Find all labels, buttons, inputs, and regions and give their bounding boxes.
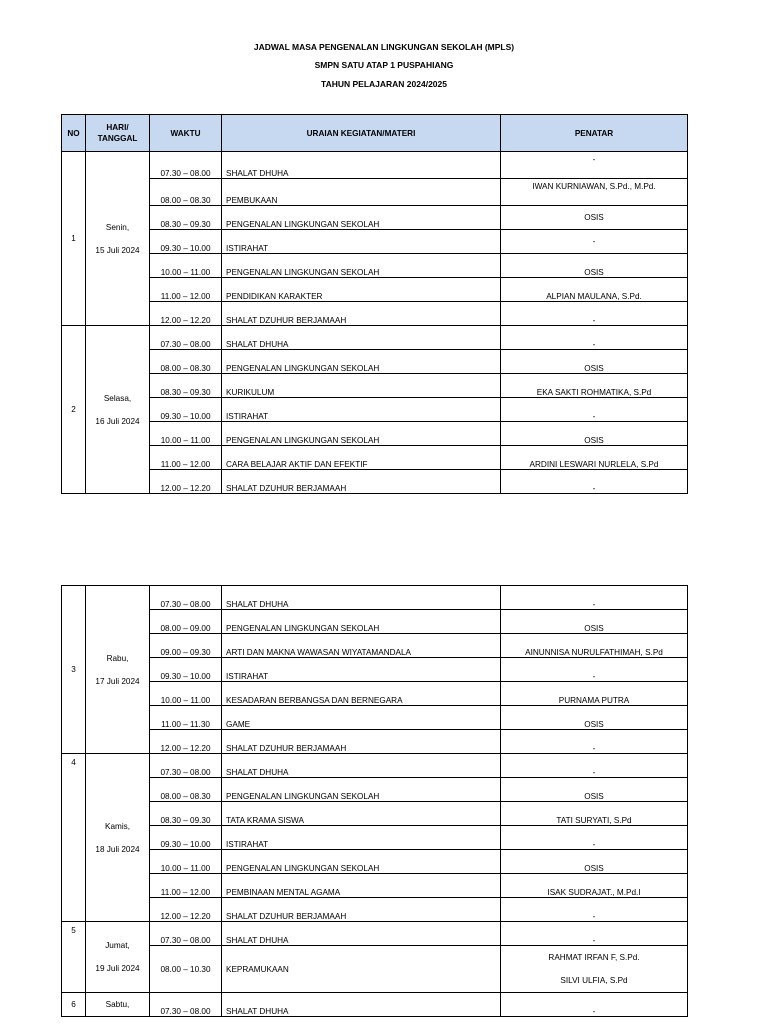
activity-cell: SHALAT DZUHUR BERJAMAAH	[222, 470, 501, 494]
col-header-uraian: URAIAN KEGIATAN/MATERI	[222, 115, 501, 152]
activity-cell: SHALAT DHUHA	[222, 922, 501, 946]
penatar-cell: ISAK SUDRAJAT., M.Pd.I	[501, 874, 688, 898]
table-header-row	[62, 115, 688, 152]
time-cell: 11.00 – 12.00	[150, 874, 222, 898]
activity-cell: PENGENALAN LINGKUNGAN SEKOLAH	[222, 254, 501, 278]
day-name: Selasa,	[103, 393, 132, 403]
penatar-cell: OSIS	[501, 350, 688, 374]
day-date-cell	[86, 754, 150, 922]
penatar-cell: OSIS	[501, 610, 688, 634]
day-date-cell	[86, 586, 150, 754]
day-name: Jumat,	[105, 941, 130, 950]
day-number: 2	[62, 326, 86, 494]
penatar-cell: OSIS	[501, 778, 688, 802]
penatar-cell: -	[501, 326, 688, 350]
table-row	[62, 446, 688, 470]
activity-cell: PENGENALAN LINGKUNGAN SEKOLAH	[222, 778, 501, 802]
time-cell: 08.00 – 08.30	[150, 778, 222, 802]
activity-cell: PENGENALAN LINGKUNGAN SEKOLAH	[222, 422, 501, 446]
activity-cell: SHALAT DZUHUR BERJAMAAH	[222, 898, 501, 922]
time-cell: 07.30 – 08.00	[150, 586, 222, 610]
table-row	[62, 470, 688, 494]
activity-cell: SHALAT DZUHUR BERJAMAAH	[222, 730, 501, 754]
day-date-cell	[86, 993, 150, 1017]
penatar-cell: ALPIAN MAULANA, S.Pd.	[501, 278, 688, 302]
penatar-cell: -	[501, 993, 688, 1017]
table-row	[62, 993, 688, 1017]
activity-cell: ISTIRAHAT	[222, 230, 501, 254]
time-cell: 09.30 – 10.00	[150, 230, 222, 254]
table-row	[62, 278, 688, 302]
penatar-cell: OSIS	[501, 850, 688, 874]
table-row	[62, 826, 688, 850]
day-date: 19 Juli 2024	[95, 964, 140, 973]
table-row	[62, 730, 688, 754]
time-cell: 11.00 – 12.00	[150, 446, 222, 470]
day-date: 17 Juli 2024	[95, 676, 140, 686]
day-number: 1	[62, 152, 86, 326]
table-row	[62, 874, 688, 898]
penatar-cell: -	[501, 398, 688, 422]
time-cell: 10.00 – 11.00	[150, 422, 222, 446]
activity-cell: SHALAT DZUHUR BERJAMAAH	[222, 302, 501, 326]
activity-cell: SHALAT DHUHA	[222, 754, 501, 778]
day-number: 4	[62, 754, 86, 922]
activity-cell: KURIKULUM	[222, 374, 501, 398]
table-row	[62, 922, 688, 946]
table-row	[62, 206, 688, 230]
penatar-cell: EKA SAKTI ROHMATIKA, S.Pd	[501, 374, 688, 398]
schedule-table-part-1	[61, 114, 688, 494]
school-name: SMPN SATU ATAP 1 PUSPAHIANG	[314, 60, 454, 70]
day-date: 16 Juli 2024	[95, 416, 140, 426]
day-name: Rabu,	[106, 653, 129, 663]
time-cell: 07.30 – 08.00	[150, 754, 222, 778]
penatar-cell: -	[501, 302, 688, 326]
table-row	[62, 398, 688, 422]
activity-cell: PENDIDIKAN KARAKTER	[222, 278, 501, 302]
activity-cell: PENGENALAN LINGKUNGAN SEKOLAH	[222, 850, 501, 874]
activity-cell: ARTI DAN MAKNA WAWASAN WIYATAMANDALA	[222, 634, 501, 658]
day-number: 5	[62, 922, 86, 993]
penatar-cell: -	[501, 754, 688, 778]
penatar-cell: -	[501, 658, 688, 682]
time-cell: 12.00 – 12.20	[150, 302, 222, 326]
time-cell: 11.00 – 12.00	[150, 278, 222, 302]
time-cell: 12.00 – 12.20	[150, 470, 222, 494]
table-row	[62, 682, 688, 706]
table-row	[62, 179, 688, 206]
penatar-cell: -	[501, 586, 688, 610]
table-row	[62, 754, 688, 778]
activity-cell: ISTIRAHAT	[222, 398, 501, 422]
activity-cell: PENGENALAN LINGKUNGAN SEKOLAH	[222, 610, 501, 634]
penatar-cell: -	[501, 230, 688, 254]
table-row	[62, 634, 688, 658]
time-cell: 10.00 – 11.00	[150, 850, 222, 874]
academic-year: TAHUN PELAJARAN 2024/2025	[321, 79, 447, 89]
time-cell: 08.00 – 08.30	[150, 179, 222, 206]
table-row	[62, 326, 688, 350]
time-cell: 09.30 – 10.00	[150, 658, 222, 682]
table-row	[62, 302, 688, 326]
table-row	[62, 350, 688, 374]
col-header-waktu: WAKTU	[150, 115, 222, 152]
penatar-cell: -	[501, 826, 688, 850]
time-cell: 07.30 – 08.00	[150, 152, 222, 179]
table-row	[62, 898, 688, 922]
time-cell: 08.30 – 09.30	[150, 802, 222, 826]
day-date-cell	[86, 922, 150, 993]
penatar-cell: OSIS	[501, 254, 688, 278]
day-date: 15 Juli 2024	[95, 245, 140, 255]
activity-cell: ISTIRAHAT	[222, 658, 501, 682]
activity-cell: SHALAT DHUHA	[222, 993, 501, 1017]
col-header-hari-tanggal: HARI/ TANGGAL	[86, 115, 150, 152]
day-number: 6	[62, 993, 86, 1017]
time-cell: 11.00 – 11.30	[150, 706, 222, 730]
time-cell: 08.00 – 10.30	[150, 946, 222, 993]
penatar-cell: -	[501, 470, 688, 494]
penatar-cell: OSIS	[501, 422, 688, 446]
penatar-cell: -	[501, 898, 688, 922]
document-title: JADWAL MASA PENGENALAN LINGKUNGAN SEKOLAH (MPLS)	[253, 42, 515, 52]
table-row	[62, 152, 688, 179]
time-cell: 08.30 – 09.30	[150, 206, 222, 230]
day-name: Senin,	[105, 222, 130, 232]
table-row	[62, 422, 688, 446]
day-date: 18 Juli 2024	[95, 844, 140, 854]
penatar-cell: TATI SURYATI, S.Pd	[501, 802, 688, 826]
activity-cell: SHALAT DHUHA	[222, 326, 501, 350]
penatar-name: SILVI ULFIA, S.Pd	[560, 976, 628, 985]
activity-cell: GAME	[222, 706, 501, 730]
penatar-cell: AINUNNISA NURULFATHIMAH, S.Pd	[501, 634, 688, 658]
time-cell: 08.30 – 09.30	[150, 374, 222, 398]
time-cell: 07.30 – 08.00	[150, 993, 222, 1017]
time-cell: 08.00 – 08.30	[150, 350, 222, 374]
penatar-cell: -	[501, 152, 688, 179]
activity-cell: SHALAT DHUHA	[222, 586, 501, 610]
penatar-name: RAHMAT IRFAN F, S.Pd.	[548, 953, 640, 962]
activity-cell: SHALAT DHUHA	[222, 152, 501, 179]
penatar-cell	[501, 946, 688, 993]
time-cell: 07.30 – 08.00	[150, 326, 222, 350]
table-row	[62, 802, 688, 826]
activity-cell: KEPRAMUKAAN	[222, 946, 501, 993]
penatar-cell: PURNAMA PUTRA	[501, 682, 688, 706]
activity-cell: PENGENALAN LINGKUNGAN SEKOLAH	[222, 350, 501, 374]
schedule-table-part-2	[61, 585, 688, 1017]
activity-cell: PEMBUKAAN	[222, 179, 501, 206]
time-cell: 09.30 – 10.00	[150, 826, 222, 850]
table-row	[62, 230, 688, 254]
time-cell: 10.00 – 11.00	[150, 682, 222, 706]
col-header-no: NO	[62, 115, 86, 152]
activity-cell: PEMBINAAN MENTAL AGAMA	[222, 874, 501, 898]
table-row	[62, 946, 688, 993]
time-cell: 08.00 – 09.00	[150, 610, 222, 634]
penatar-cell: IWAN KURNIAWAN, S.Pd., M.Pd.	[501, 179, 688, 206]
day-number: 3	[62, 586, 86, 754]
day-date-cell	[86, 152, 150, 326]
table-row	[62, 850, 688, 874]
table-row	[62, 778, 688, 802]
penatar-cell: ARDINI LESWARI NURLELA, S.Pd	[501, 446, 688, 470]
time-cell: 09.00 – 09.30	[150, 634, 222, 658]
activity-cell: KESADARAN BERBANGSA DAN BERNEGARA	[222, 682, 501, 706]
table-row	[62, 374, 688, 398]
table-row	[62, 254, 688, 278]
time-cell: 10.00 – 11.00	[150, 254, 222, 278]
time-cell: 12.00 – 12.20	[150, 898, 222, 922]
activity-cell: ISTIRAHAT	[222, 826, 501, 850]
time-cell: 09.30 – 10.00	[150, 398, 222, 422]
penatar-cell: OSIS	[501, 706, 688, 730]
activity-cell: PENGENALAN LINGKUNGAN SEKOLAH	[222, 206, 501, 230]
time-cell: 12.00 – 12.20	[150, 730, 222, 754]
col-header-penatar: PENATAR	[501, 115, 688, 152]
penatar-cell: -	[501, 730, 688, 754]
activity-cell: TATA KRAMA SISWA	[222, 802, 501, 826]
day-name: Sabtu,	[105, 1000, 130, 1009]
activity-cell: CARA BELAJAR AKTIF DAN EFEKTIF	[222, 446, 501, 470]
table-row	[62, 658, 688, 682]
table-row	[62, 610, 688, 634]
penatar-cell: OSIS	[501, 206, 688, 230]
table-row	[62, 586, 688, 610]
day-name: Kamis,	[104, 821, 131, 831]
table-row	[62, 706, 688, 730]
penatar-cell: -	[501, 922, 688, 946]
time-cell: 07.30 – 08.00	[150, 922, 222, 946]
day-date-cell	[86, 326, 150, 494]
